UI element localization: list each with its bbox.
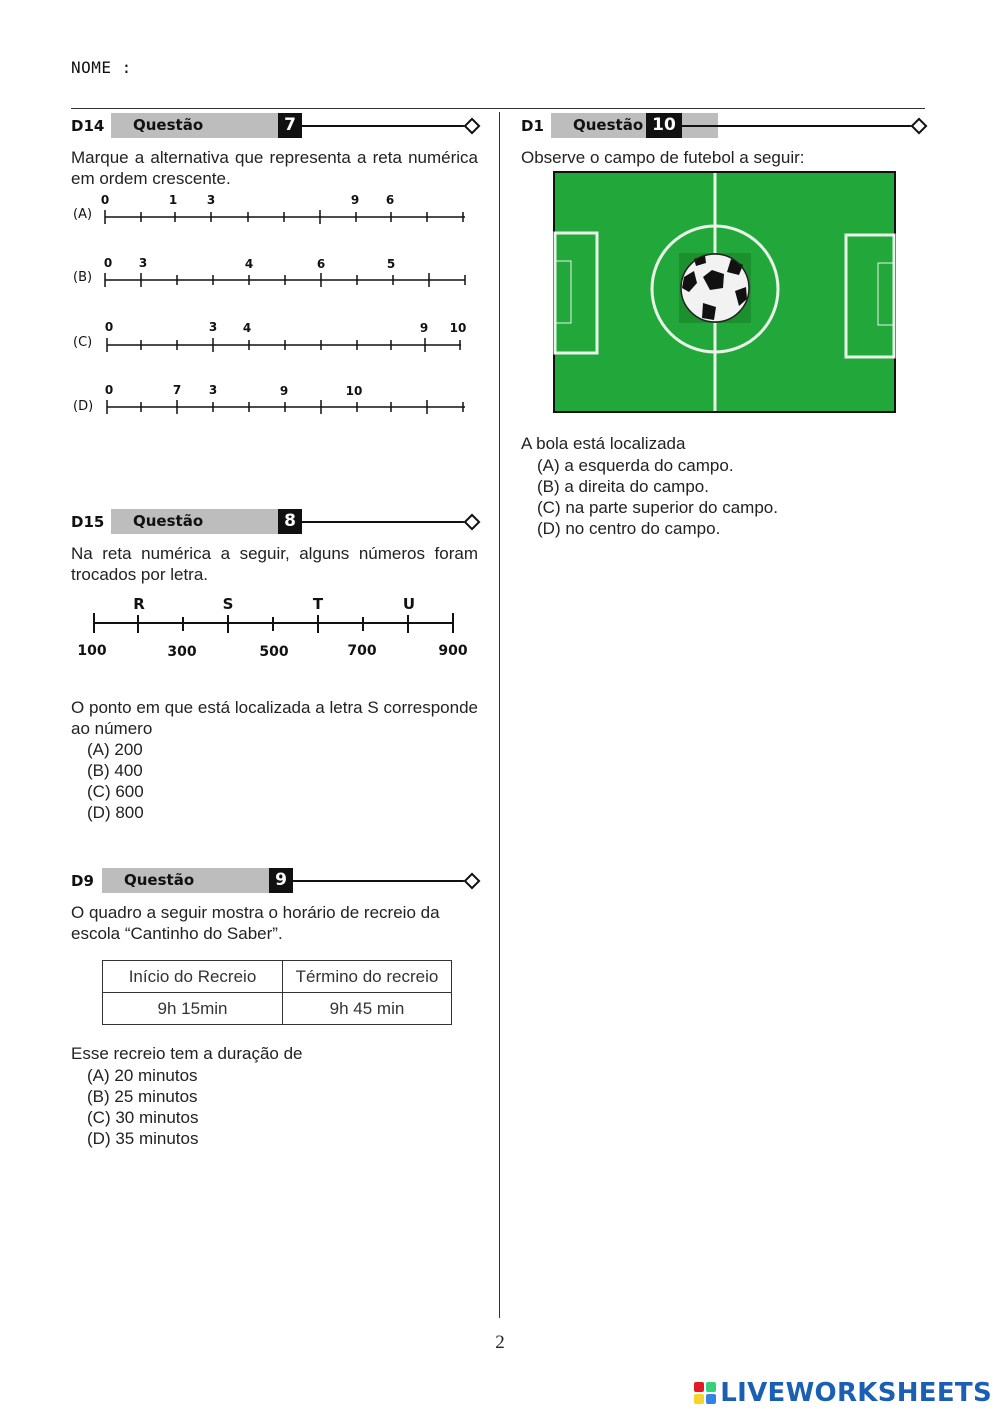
question-9-header bbox=[71, 868, 478, 894]
question-number: 7 bbox=[278, 113, 302, 138]
number-label: 700 bbox=[347, 643, 377, 659]
soccer-field-image bbox=[553, 171, 896, 413]
option-letter: (A) bbox=[73, 207, 93, 222]
tick-label: 9 bbox=[419, 321, 429, 335]
tick-label: 0 bbox=[104, 383, 114, 397]
tick-label: 5 bbox=[386, 257, 396, 271]
question-8-text: O ponto em que está localizada a letra S corresponde ao número bbox=[71, 698, 478, 738]
skill-code: D9 bbox=[71, 872, 94, 890]
logo-grid-icon bbox=[694, 1382, 716, 1404]
letter-label: T bbox=[312, 595, 324, 613]
tick-label: 0 bbox=[100, 193, 110, 207]
brand-wordmark: LIVEWORKSHEETS bbox=[720, 1378, 992, 1408]
tick-label: 4 bbox=[244, 257, 254, 271]
option-d[interactable]: (D) no centro do campo. bbox=[537, 519, 721, 538]
table-row bbox=[103, 993, 452, 1025]
table-header-cell: Início do Recreio bbox=[103, 961, 283, 993]
header-line bbox=[302, 125, 468, 127]
letter-label: S bbox=[222, 595, 234, 613]
number-label: 100 bbox=[77, 643, 107, 659]
question-10-header bbox=[521, 113, 925, 139]
option-a[interactable]: (A) 200 bbox=[87, 740, 143, 759]
tick-label: 1 bbox=[168, 193, 178, 207]
option-c[interactable]: (C) 600 bbox=[87, 782, 144, 801]
page-number: 2 bbox=[495, 1332, 505, 1353]
table-cell: 9h 15min bbox=[103, 993, 283, 1025]
table-cell: 9h 45 min bbox=[283, 993, 452, 1025]
tick-label: 3 bbox=[206, 193, 216, 207]
soccer-ball-icon bbox=[681, 254, 749, 322]
letter-label: R bbox=[133, 595, 145, 613]
tick-label: 10 bbox=[449, 321, 467, 335]
name-label: NOME : bbox=[71, 58, 132, 77]
option-a[interactable]: (A) 20 minutos bbox=[87, 1066, 198, 1085]
question-8-prompt: Na reta numérica a seguir, alguns números foram trocados por letra. bbox=[71, 544, 478, 584]
diamond-icon bbox=[911, 118, 928, 135]
number-line-q8 bbox=[71, 590, 481, 665]
question-9-prompt: O quadro a seguir mostra o horário de recreio da escola “Cantinho do Saber”. bbox=[71, 903, 440, 943]
table-header-cell: Término do recreio bbox=[283, 961, 452, 993]
option-b[interactable]: (B) a direita do campo. bbox=[537, 477, 709, 496]
tick-label: 9 bbox=[350, 193, 360, 207]
number-lines-q7 bbox=[71, 188, 481, 423]
tick-label: 6 bbox=[385, 193, 395, 207]
tick-label: 9 bbox=[279, 384, 289, 398]
top-rule bbox=[71, 108, 925, 109]
number-label: 300 bbox=[167, 644, 197, 660]
option-a[interactable]: (A) a esquerda do campo. bbox=[537, 456, 734, 475]
tick-label: 4 bbox=[242, 321, 252, 335]
question-10-prompt: Observe o campo de futebol a seguir: bbox=[521, 148, 805, 167]
question-7-prompt: Marque a alternativa que representa a reta numérica em ordem crescente. bbox=[71, 148, 478, 188]
header-line bbox=[682, 125, 915, 127]
question-10-text: A bola está localizada bbox=[521, 434, 686, 453]
tick-label: 3 bbox=[208, 383, 218, 397]
tick-label: 6 bbox=[316, 257, 326, 271]
option-b[interactable]: (B) 25 minutos bbox=[87, 1087, 198, 1106]
tick-label: 3 bbox=[208, 320, 218, 334]
question-label: Questão bbox=[551, 113, 718, 138]
tick-label: 0 bbox=[104, 320, 114, 334]
header-line bbox=[302, 521, 468, 523]
tick-label: 0 bbox=[103, 256, 113, 270]
skill-code: D1 bbox=[521, 117, 544, 135]
option-c[interactable]: (C) 30 minutos bbox=[87, 1108, 199, 1127]
recess-table bbox=[102, 960, 452, 1025]
option-b[interactable]: (B) 400 bbox=[87, 761, 143, 780]
option-letter: (C) bbox=[73, 335, 93, 350]
tick-label: 7 bbox=[172, 383, 182, 397]
option-d[interactable]: (D) 35 minutos bbox=[87, 1129, 199, 1148]
question-8-header bbox=[71, 509, 478, 535]
question-8-options bbox=[71, 739, 387, 823]
question-7-header bbox=[71, 113, 478, 139]
header-line bbox=[293, 880, 468, 882]
option-letter: (D) bbox=[73, 399, 94, 414]
column-divider bbox=[499, 112, 500, 1318]
question-9-text: Esse recreio tem a duração de bbox=[71, 1044, 303, 1063]
diamond-icon bbox=[464, 873, 481, 890]
option-d[interactable]: (D) 800 bbox=[87, 803, 144, 822]
question-label: Questão bbox=[102, 868, 269, 893]
tick-label: 10 bbox=[345, 384, 363, 398]
number-line-c bbox=[73, 320, 466, 352]
table-header-row bbox=[103, 961, 452, 993]
question-number: 10 bbox=[646, 113, 682, 138]
liveworksheets-logo[interactable] bbox=[694, 1377, 992, 1409]
number-line-d bbox=[73, 383, 465, 414]
diamond-icon bbox=[464, 118, 481, 135]
question-label: Questão bbox=[111, 509, 278, 534]
number-label: 500 bbox=[259, 644, 289, 660]
question-9-options bbox=[71, 1065, 387, 1149]
number-line-a bbox=[73, 193, 465, 224]
tick-label: 3 bbox=[138, 256, 148, 270]
letter-label: U bbox=[402, 595, 416, 613]
option-c[interactable]: (C) na parte superior do campo. bbox=[537, 498, 778, 517]
question-label: Questão bbox=[111, 113, 278, 138]
skill-code: D14 bbox=[71, 117, 105, 135]
diamond-icon bbox=[464, 514, 481, 531]
skill-code: D15 bbox=[71, 513, 105, 531]
number-label: 900 bbox=[438, 643, 468, 659]
question-number: 8 bbox=[278, 509, 302, 534]
question-10-options bbox=[521, 455, 917, 539]
option-letter: (B) bbox=[73, 270, 93, 285]
question-number: 9 bbox=[269, 868, 293, 893]
number-line-b bbox=[73, 256, 465, 287]
